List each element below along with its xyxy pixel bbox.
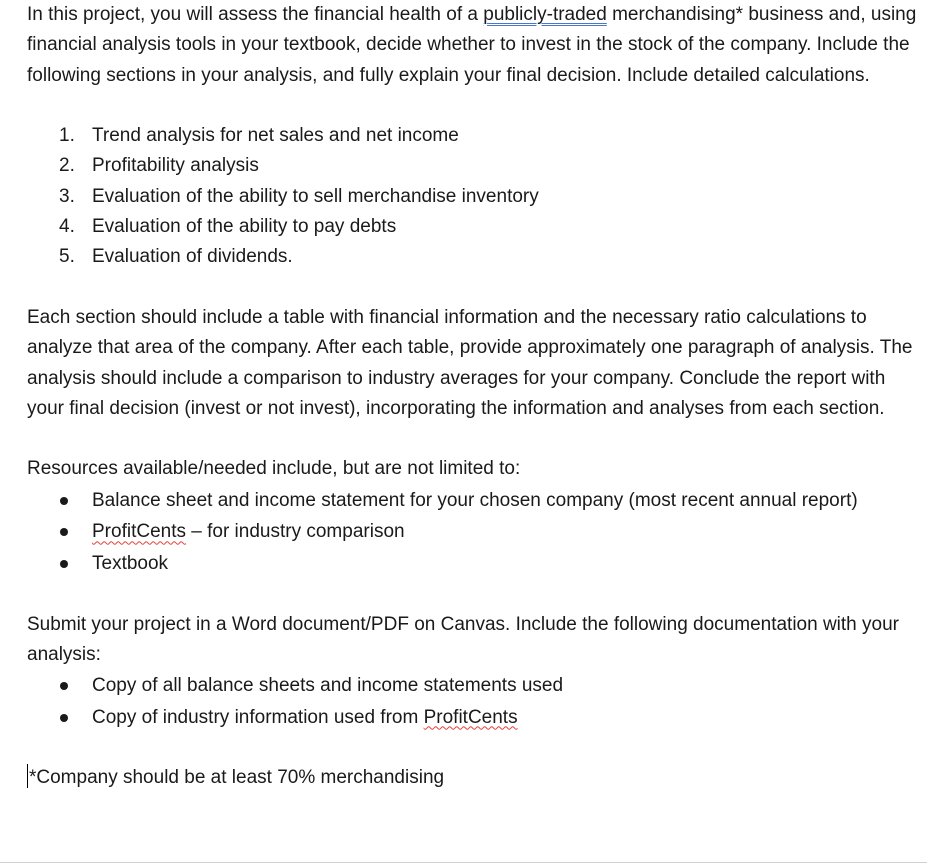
section-instructions-paragraph: Each section should include a table with financial information and the necessary ratio calculations to analyze that area of the company. After each table, provide approximately one paragraph of analysis. The analysis should include a comparison to industry averages for your company. Conclude the report with your final decision (invest or not invest), incorporating the information and analyses from each section.: [27, 306, 913, 419]
list-number: 4.: [59, 216, 75, 238]
list-number: 3.: [59, 185, 75, 207]
list-item: [27, 242, 919, 272]
list-item-label: Textbook: [92, 552, 169, 574]
blank-line: [27, 579, 919, 609]
resources-heading: Resources available/needed include, but are not limited to:: [27, 458, 521, 480]
intro-paragraph: [27, 0, 919, 91]
bullet-icon: [60, 682, 68, 690]
list-item: [27, 548, 919, 580]
grammar-flagged-word[interactable]: publicly-traded: [483, 4, 607, 25]
list-item: [27, 121, 919, 151]
blank-line: [27, 91, 919, 121]
page-edge-divider: [0, 862, 927, 863]
list-item: [27, 516, 919, 548]
intro-text-end: merchandising* business and, using financial analysis tools in your textbook, decide whether to invest in the stock of the company. Include the following sections in your analysis, and fully explain your final decision. Include detailed calculations.: [27, 4, 917, 86]
footnote: [27, 763, 919, 793]
list-item-label: Evaluation of the ability to sell merchandise inventory: [92, 185, 539, 207]
list-item: [27, 485, 919, 517]
document-page: [27, 0, 919, 794]
blank-line: [27, 733, 919, 763]
sections-list: [27, 121, 919, 272]
list-item-label: – for industry comparison: [185, 521, 405, 543]
list-number: 1.: [59, 125, 75, 147]
list-item: [27, 702, 919, 734]
intro-text-start: In this project, you will assess the financial health of a: [27, 4, 484, 25]
list-item-label: Balance sheet and income statement for your chosen company (most recent annual report): [92, 489, 858, 511]
blank-line: [27, 273, 919, 303]
footnote-text: *Company should be at least 70% merchandising: [29, 767, 445, 789]
bullet-icon: [60, 528, 68, 536]
list-item-label: Evaluation of the ability to pay debts: [92, 216, 397, 238]
bullet-icon: [60, 560, 68, 568]
list-item-label: Profitability analysis: [92, 155, 259, 177]
list-item: [27, 670, 919, 702]
list-item: [27, 151, 919, 181]
blank-line: [27, 424, 919, 454]
resources-list: [27, 485, 919, 580]
list-item: [27, 182, 919, 212]
list-item-label: Copy of industry information used from: [92, 706, 424, 728]
list-item-label: Evaluation of dividends.: [92, 246, 293, 268]
documentation-list: [27, 670, 919, 733]
list-item-label: Copy of all balance sheets and income statements used: [92, 675, 564, 697]
list-number: 2.: [59, 155, 75, 177]
list-item: [27, 212, 919, 242]
list-item-label: Trend analysis for net sales and net income: [92, 125, 459, 147]
submission-paragraph: Submit your project in a Word document/PDF on Canvas. Include the following documentation with your analysis:: [27, 613, 899, 665]
text-cursor: [27, 764, 28, 788]
list-number: 5.: [59, 246, 75, 268]
spelling-flagged-word[interactable]: ProfitCents: [423, 706, 518, 728]
bullet-icon: [60, 497, 68, 505]
spelling-flagged-word[interactable]: ProfitCents: [92, 521, 186, 543]
bullet-icon: [60, 714, 68, 722]
